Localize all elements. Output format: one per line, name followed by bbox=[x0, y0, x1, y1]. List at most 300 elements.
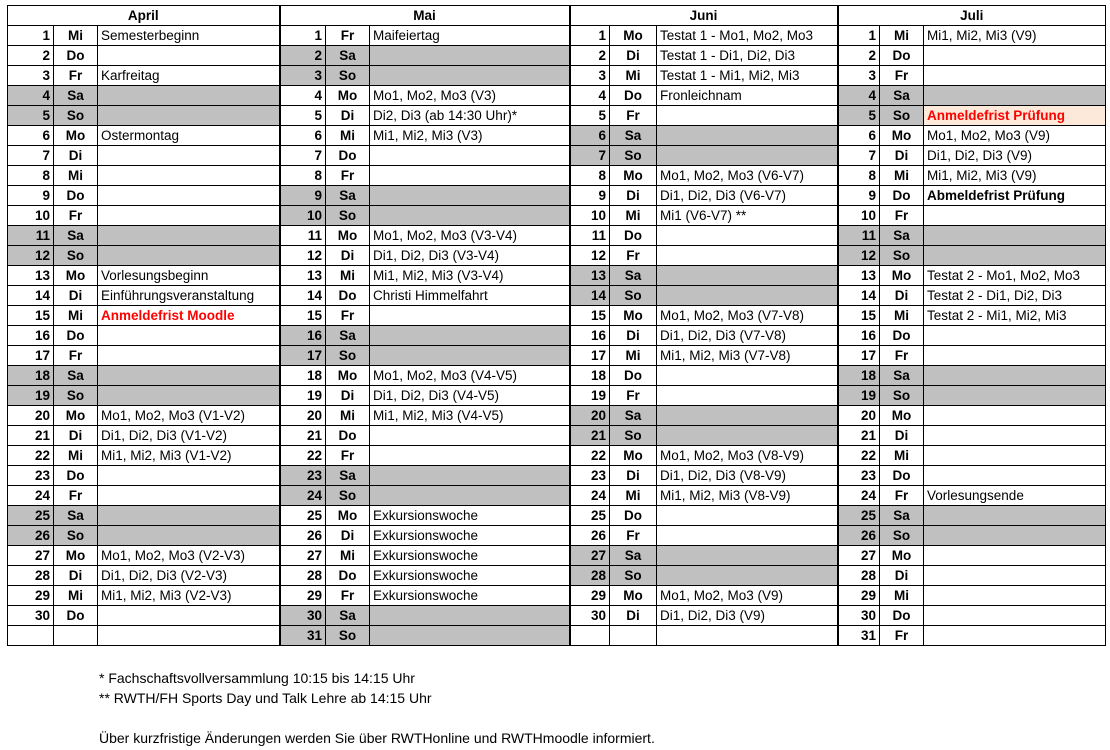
mai-day-number: 20 bbox=[280, 406, 326, 426]
juni-event-text: Mi1 (V6-V7) ** bbox=[657, 206, 838, 226]
april-event-text bbox=[98, 186, 280, 206]
juli-weekday: Fr bbox=[880, 206, 924, 226]
juli-event-text bbox=[924, 586, 1106, 606]
juni-day-number: 9 bbox=[570, 186, 610, 206]
mai-event-text: Exkursionswoche bbox=[370, 586, 570, 606]
mai-day-number: 12 bbox=[280, 246, 326, 266]
juli-day-number: 10 bbox=[838, 206, 880, 226]
april-weekday: Fr bbox=[54, 346, 98, 366]
april-weekday: So bbox=[54, 246, 98, 266]
juli-weekday: Do bbox=[880, 46, 924, 66]
juli-weekday: Mi bbox=[880, 306, 924, 326]
juni-weekday: Di bbox=[610, 606, 657, 626]
april-event-text: Mo1, Mo2, Mo3 (V1-V2) bbox=[98, 406, 280, 426]
mai-day-number: 31 bbox=[280, 626, 326, 646]
mai-weekday: Fr bbox=[326, 166, 370, 186]
mai-day-number: 7 bbox=[280, 146, 326, 166]
april-weekday: Do bbox=[54, 606, 98, 626]
juni-weekday: Mo bbox=[610, 306, 657, 326]
calendar-row bbox=[8, 86, 1106, 106]
juli-event-text bbox=[924, 526, 1106, 546]
calendar-row bbox=[8, 526, 1106, 546]
mai-day-number: 18 bbox=[280, 366, 326, 386]
juli-event-text bbox=[924, 66, 1106, 86]
juni-event-text: Fronleichnam bbox=[657, 86, 838, 106]
april-weekday: Sa bbox=[54, 506, 98, 526]
april-weekday: Sa bbox=[54, 86, 98, 106]
footnote-info: Über kurzfristige Änderungen werden Sie über RWTHonline und RWTHmoodle informiert. bbox=[99, 730, 655, 746]
juli-event-text bbox=[924, 226, 1106, 246]
april-event-text bbox=[98, 206, 280, 226]
calendar-row bbox=[8, 286, 1106, 306]
juli-day-number: 2 bbox=[838, 46, 880, 66]
calendar-row bbox=[8, 266, 1106, 286]
juli-event-text bbox=[924, 326, 1106, 346]
calendar-row bbox=[8, 246, 1106, 266]
juli-event-text: Mo1, Mo2, Mo3 (V9) bbox=[924, 126, 1106, 146]
april-event-text: Di1, Di2, Di3 (V1-V2) bbox=[98, 426, 280, 446]
juni-weekday: Mi bbox=[610, 486, 657, 506]
april-event-text: Anmeldefrist Moodle bbox=[98, 306, 280, 326]
april-weekday: Sa bbox=[54, 226, 98, 246]
calendar-row bbox=[8, 626, 1106, 646]
juli-weekday: Mi bbox=[880, 166, 924, 186]
april-event-text bbox=[98, 506, 280, 526]
calendar-row bbox=[8, 366, 1106, 386]
juli-event-text bbox=[924, 406, 1106, 426]
juli-event-text bbox=[924, 546, 1106, 566]
month-header-row bbox=[8, 6, 1106, 26]
april-day-number: 5 bbox=[8, 106, 54, 126]
april-weekday: Fr bbox=[54, 206, 98, 226]
juni-day-number: 7 bbox=[570, 146, 610, 166]
april-day-number bbox=[8, 626, 54, 646]
april-day-number: 19 bbox=[8, 386, 54, 406]
juli-event-text bbox=[924, 386, 1106, 406]
juni-event-text: Di1, Di2, Di3 (V6-V7) bbox=[657, 186, 838, 206]
april-weekday: Mi bbox=[54, 26, 98, 46]
april-event-text: Einführungsveranstaltung bbox=[98, 286, 280, 306]
april-event-text bbox=[98, 166, 280, 186]
april-weekday: Mi bbox=[54, 306, 98, 326]
juli-weekday: Fr bbox=[880, 346, 924, 366]
juni-weekday: Mi bbox=[610, 206, 657, 226]
juni-day-number: 24 bbox=[570, 486, 610, 506]
april-event-text bbox=[98, 366, 280, 386]
calendar-row bbox=[8, 586, 1106, 606]
juli-weekday: Di bbox=[880, 286, 924, 306]
april-weekday: Mi bbox=[54, 446, 98, 466]
mai-event-text: Mo1, Mo2, Mo3 (V3-V4) bbox=[370, 226, 570, 246]
juli-weekday: Sa bbox=[880, 506, 924, 526]
april-event-text bbox=[98, 326, 280, 346]
mai-weekday: Do bbox=[326, 426, 370, 446]
mai-weekday: Do bbox=[326, 146, 370, 166]
mai-day-number: 6 bbox=[280, 126, 326, 146]
juni-event-text: Testat 1 - Mi1, Mi2, Mi3 bbox=[657, 66, 838, 86]
juni-event-text: Testat 1 - Di1, Di2, Di3 bbox=[657, 46, 838, 66]
april-event-text: Mo1, Mo2, Mo3 (V2-V3) bbox=[98, 546, 280, 566]
juni-weekday: Fr bbox=[610, 526, 657, 546]
mai-event-text: Di2, Di3 (ab 14:30 Uhr)* bbox=[370, 106, 570, 126]
april-weekday: Di bbox=[54, 566, 98, 586]
juli-event-text bbox=[924, 626, 1106, 646]
april-day-number: 25 bbox=[8, 506, 54, 526]
juni-event-text bbox=[657, 226, 838, 246]
juni-day-number bbox=[570, 626, 610, 646]
juli-event-text: Mi1, Mi2, Mi3 (V9) bbox=[924, 26, 1106, 46]
juni-day-number: 12 bbox=[570, 246, 610, 266]
juni-day-number: 10 bbox=[570, 206, 610, 226]
calendar-row bbox=[8, 566, 1106, 586]
april-weekday: Mi bbox=[54, 166, 98, 186]
juli-day-number: 24 bbox=[838, 486, 880, 506]
april-day-number: 4 bbox=[8, 86, 54, 106]
april-day-number: 17 bbox=[8, 346, 54, 366]
april-day-number: 11 bbox=[8, 226, 54, 246]
juli-event-text: Testat 2 - Mi1, Mi2, Mi3 bbox=[924, 306, 1106, 326]
juni-event-text bbox=[657, 266, 838, 286]
juni-weekday: Mo bbox=[610, 446, 657, 466]
juni-day-number: 1 bbox=[570, 26, 610, 46]
april-day-number: 21 bbox=[8, 426, 54, 446]
juni-weekday: Di bbox=[610, 46, 657, 66]
juni-weekday: Sa bbox=[610, 406, 657, 426]
calendar-body bbox=[8, 26, 1106, 646]
juni-event-text: Mo1, Mo2, Mo3 (V7-V8) bbox=[657, 306, 838, 326]
april-event-text bbox=[98, 46, 280, 66]
juni-day-number: 11 bbox=[570, 226, 610, 246]
april-event-text bbox=[98, 386, 280, 406]
juni-day-number: 28 bbox=[570, 566, 610, 586]
mai-weekday: Do bbox=[326, 566, 370, 586]
april-weekday: Do bbox=[54, 186, 98, 206]
juni-event-text bbox=[657, 366, 838, 386]
juli-day-number: 3 bbox=[838, 66, 880, 86]
april-day-number: 23 bbox=[8, 466, 54, 486]
juni-day-number: 19 bbox=[570, 386, 610, 406]
calendar-row bbox=[8, 466, 1106, 486]
april-event-text bbox=[98, 606, 280, 626]
juni-day-number: 18 bbox=[570, 366, 610, 386]
juli-day-number: 19 bbox=[838, 386, 880, 406]
mai-weekday: Sa bbox=[326, 46, 370, 66]
calendar-row bbox=[8, 386, 1106, 406]
semester-calendar bbox=[7, 5, 1106, 646]
juli-weekday: Mi bbox=[880, 586, 924, 606]
april-day-number: 12 bbox=[8, 246, 54, 266]
mai-event-text bbox=[370, 146, 570, 166]
juni-event-text: Testat 1 - Mo1, Mo2, Mo3 bbox=[657, 26, 838, 46]
april-day-number: 2 bbox=[8, 46, 54, 66]
juli-weekday: Di bbox=[880, 426, 924, 446]
mai-weekday: Fr bbox=[326, 26, 370, 46]
april-day-number: 6 bbox=[8, 126, 54, 146]
juli-weekday: Mi bbox=[880, 446, 924, 466]
juni-day-number: 17 bbox=[570, 346, 610, 366]
mai-weekday: Mi bbox=[326, 266, 370, 286]
april-event-text: Semesterbeginn bbox=[98, 26, 280, 46]
juli-weekday: Mo bbox=[880, 546, 924, 566]
mai-weekday: Fr bbox=[326, 446, 370, 466]
april-event-text bbox=[98, 466, 280, 486]
juli-day-number: 13 bbox=[838, 266, 880, 286]
april-weekday: Do bbox=[54, 46, 98, 66]
juni-weekday: Do bbox=[610, 506, 657, 526]
april-weekday: Do bbox=[54, 466, 98, 486]
mai-event-text bbox=[370, 486, 570, 506]
mai-day-number: 23 bbox=[280, 466, 326, 486]
april-event-text: Di1, Di2, Di3 (V2-V3) bbox=[98, 566, 280, 586]
juli-day-number: 4 bbox=[838, 86, 880, 106]
april-weekday: Fr bbox=[54, 66, 98, 86]
april-weekday: Mo bbox=[54, 126, 98, 146]
mai-weekday: Mo bbox=[326, 366, 370, 386]
mai-weekday: Mo bbox=[326, 506, 370, 526]
juli-weekday: So bbox=[880, 106, 924, 126]
april-weekday: Fr bbox=[54, 486, 98, 506]
juni-event-text bbox=[657, 246, 838, 266]
calendar-row bbox=[8, 326, 1106, 346]
calendar-row bbox=[8, 66, 1106, 86]
mai-day-number: 16 bbox=[280, 326, 326, 346]
mai-weekday: Mi bbox=[326, 126, 370, 146]
month-header-mai: Mai bbox=[280, 6, 570, 26]
juli-day-number: 17 bbox=[838, 346, 880, 366]
april-weekday: Di bbox=[54, 146, 98, 166]
mai-day-number: 8 bbox=[280, 166, 326, 186]
juni-day-number: 4 bbox=[570, 86, 610, 106]
april-event-text bbox=[98, 246, 280, 266]
mai-weekday: Do bbox=[326, 286, 370, 306]
juli-weekday: Fr bbox=[880, 66, 924, 86]
juni-event-text bbox=[657, 566, 838, 586]
calendar-row bbox=[8, 346, 1106, 366]
juli-day-number: 26 bbox=[838, 526, 880, 546]
juni-day-number: 23 bbox=[570, 466, 610, 486]
mai-event-text: Mi1, Mi2, Mi3 (V3-V4) bbox=[370, 266, 570, 286]
mai-event-text: Mo1, Mo2, Mo3 (V4-V5) bbox=[370, 366, 570, 386]
calendar-row bbox=[8, 46, 1106, 66]
mai-day-number: 14 bbox=[280, 286, 326, 306]
juni-weekday: Fr bbox=[610, 386, 657, 406]
juli-day-number: 5 bbox=[838, 106, 880, 126]
april-day-number: 16 bbox=[8, 326, 54, 346]
calendar-row bbox=[8, 486, 1106, 506]
mai-day-number: 15 bbox=[280, 306, 326, 326]
mai-weekday: Fr bbox=[326, 306, 370, 326]
april-event-text: Ostermontag bbox=[98, 126, 280, 146]
mai-day-number: 25 bbox=[280, 506, 326, 526]
mai-event-text bbox=[370, 466, 570, 486]
juli-day-number: 15 bbox=[838, 306, 880, 326]
juni-event-text bbox=[657, 426, 838, 446]
juni-weekday: So bbox=[610, 286, 657, 306]
mai-weekday: So bbox=[326, 626, 370, 646]
april-weekday: Di bbox=[54, 426, 98, 446]
juli-weekday: Mo bbox=[880, 266, 924, 286]
calendar-row bbox=[8, 606, 1106, 626]
juni-day-number: 25 bbox=[570, 506, 610, 526]
mai-day-number: 3 bbox=[280, 66, 326, 86]
april-weekday: Mo bbox=[54, 546, 98, 566]
mai-weekday: Sa bbox=[326, 606, 370, 626]
mai-event-text bbox=[370, 206, 570, 226]
juli-day-number: 21 bbox=[838, 426, 880, 446]
april-event-text bbox=[98, 486, 280, 506]
calendar-row bbox=[8, 446, 1106, 466]
april-day-number: 28 bbox=[8, 566, 54, 586]
mai-event-text bbox=[370, 166, 570, 186]
juni-weekday: So bbox=[610, 146, 657, 166]
april-day-number: 9 bbox=[8, 186, 54, 206]
april-day-number: 18 bbox=[8, 366, 54, 386]
mai-event-text bbox=[370, 346, 570, 366]
april-day-number: 24 bbox=[8, 486, 54, 506]
juli-day-number: 7 bbox=[838, 146, 880, 166]
juli-event-text: Vorlesungsende bbox=[924, 486, 1106, 506]
juni-weekday: Di bbox=[610, 466, 657, 486]
juni-day-number: 16 bbox=[570, 326, 610, 346]
mai-day-number: 10 bbox=[280, 206, 326, 226]
calendar-row bbox=[8, 106, 1106, 126]
mai-weekday: Di bbox=[326, 386, 370, 406]
april-day-number: 15 bbox=[8, 306, 54, 326]
mai-event-text: Mo1, Mo2, Mo3 (V3) bbox=[370, 86, 570, 106]
mai-event-text bbox=[370, 426, 570, 446]
mai-day-number: 24 bbox=[280, 486, 326, 506]
mai-weekday: Mo bbox=[326, 226, 370, 246]
juli-day-number: 6 bbox=[838, 126, 880, 146]
juli-event-text bbox=[924, 426, 1106, 446]
juni-weekday: Mi bbox=[610, 66, 657, 86]
mai-weekday: So bbox=[326, 486, 370, 506]
juni-event-text: Mi1, Mi2, Mi3 (V7-V8) bbox=[657, 346, 838, 366]
mai-event-text bbox=[370, 606, 570, 626]
juni-weekday: Do bbox=[610, 226, 657, 246]
juli-event-text: Abmeldefrist Prüfung bbox=[924, 186, 1106, 206]
calendar-row bbox=[8, 546, 1106, 566]
juli-day-number: 20 bbox=[838, 406, 880, 426]
april-event-text bbox=[98, 146, 280, 166]
juli-day-number: 16 bbox=[838, 326, 880, 346]
juli-weekday: So bbox=[880, 386, 924, 406]
juni-weekday: Di bbox=[610, 326, 657, 346]
juli-weekday: Sa bbox=[880, 226, 924, 246]
mai-event-text bbox=[370, 186, 570, 206]
mai-weekday: Sa bbox=[326, 186, 370, 206]
juni-weekday: Di bbox=[610, 186, 657, 206]
juni-day-number: 2 bbox=[570, 46, 610, 66]
juni-day-number: 8 bbox=[570, 166, 610, 186]
juli-weekday: Mo bbox=[880, 126, 924, 146]
april-day-number: 20 bbox=[8, 406, 54, 426]
juli-day-number: 12 bbox=[838, 246, 880, 266]
mai-weekday: Sa bbox=[326, 326, 370, 346]
juli-weekday: Sa bbox=[880, 366, 924, 386]
mai-weekday: Di bbox=[326, 526, 370, 546]
mai-day-number: 13 bbox=[280, 266, 326, 286]
juli-day-number: 22 bbox=[838, 446, 880, 466]
mai-event-text: Maifeiertag bbox=[370, 26, 570, 46]
april-weekday: Mo bbox=[54, 406, 98, 426]
juli-event-text bbox=[924, 366, 1106, 386]
juli-event-text: Di1, Di2, Di3 (V9) bbox=[924, 146, 1106, 166]
mai-day-number: 29 bbox=[280, 586, 326, 606]
mai-weekday: Di bbox=[326, 106, 370, 126]
april-event-text: Mi1, Mi2, Mi3 (V2-V3) bbox=[98, 586, 280, 606]
april-day-number: 30 bbox=[8, 606, 54, 626]
mai-weekday: Sa bbox=[326, 466, 370, 486]
juni-event-text bbox=[657, 506, 838, 526]
juni-event-text bbox=[657, 626, 838, 646]
month-header-juli: Juli bbox=[838, 6, 1106, 26]
april-weekday: Di bbox=[54, 286, 98, 306]
juli-day-number: 9 bbox=[838, 186, 880, 206]
calendar-row bbox=[8, 146, 1106, 166]
calendar-row bbox=[8, 426, 1106, 446]
mai-day-number: 2 bbox=[280, 46, 326, 66]
april-weekday: Sa bbox=[54, 366, 98, 386]
mai-day-number: 19 bbox=[280, 386, 326, 406]
mai-event-text: Exkursionswoche bbox=[370, 506, 570, 526]
juni-day-number: 21 bbox=[570, 426, 610, 446]
juli-weekday: Do bbox=[880, 466, 924, 486]
april-day-number: 27 bbox=[8, 546, 54, 566]
juni-event-text: Mo1, Mo2, Mo3 (V6-V7) bbox=[657, 166, 838, 186]
juli-weekday: So bbox=[880, 526, 924, 546]
mai-day-number: 28 bbox=[280, 566, 326, 586]
mai-event-text bbox=[370, 326, 570, 346]
juli-event-text: Testat 2 - Mo1, Mo2, Mo3 bbox=[924, 266, 1106, 286]
juni-event-text: Mi1, Mi2, Mi3 (V8-V9) bbox=[657, 486, 838, 506]
juni-day-number: 30 bbox=[570, 606, 610, 626]
juni-day-number: 3 bbox=[570, 66, 610, 86]
juli-day-number: 8 bbox=[838, 166, 880, 186]
juni-event-text bbox=[657, 386, 838, 406]
footnote-1: * Fachschaftsvollversammlung 10:15 bis 14:15 Uhr bbox=[99, 670, 415, 686]
calendar-row bbox=[8, 166, 1106, 186]
mai-day-number: 26 bbox=[280, 526, 326, 546]
april-event-text: Mi1, Mi2, Mi3 (V1-V2) bbox=[98, 446, 280, 466]
juni-event-text bbox=[657, 526, 838, 546]
april-event-text bbox=[98, 226, 280, 246]
juni-day-number: 5 bbox=[570, 106, 610, 126]
april-event-text bbox=[98, 526, 280, 546]
month-header-april: April bbox=[8, 6, 280, 26]
april-weekday: So bbox=[54, 526, 98, 546]
mai-event-text: Christi Himmelfahrt bbox=[370, 286, 570, 306]
mai-day-number: 1 bbox=[280, 26, 326, 46]
juni-event-text bbox=[657, 286, 838, 306]
mai-day-number: 5 bbox=[280, 106, 326, 126]
juni-event-text: Mo1, Mo2, Mo3 (V8-V9) bbox=[657, 446, 838, 466]
april-day-number: 7 bbox=[8, 146, 54, 166]
juli-weekday: Do bbox=[880, 606, 924, 626]
april-day-number: 10 bbox=[8, 206, 54, 226]
juli-event-text bbox=[924, 606, 1106, 626]
april-event-text: Vorlesungsbeginn bbox=[98, 266, 280, 286]
mai-event-text bbox=[370, 66, 570, 86]
juni-day-number: 15 bbox=[570, 306, 610, 326]
juli-event-text bbox=[924, 46, 1106, 66]
juni-day-number: 20 bbox=[570, 406, 610, 426]
april-day-number: 3 bbox=[8, 66, 54, 86]
juni-day-number: 13 bbox=[570, 266, 610, 286]
juli-weekday: Fr bbox=[880, 626, 924, 646]
juli-weekday: Mo bbox=[880, 406, 924, 426]
juli-day-number: 25 bbox=[838, 506, 880, 526]
